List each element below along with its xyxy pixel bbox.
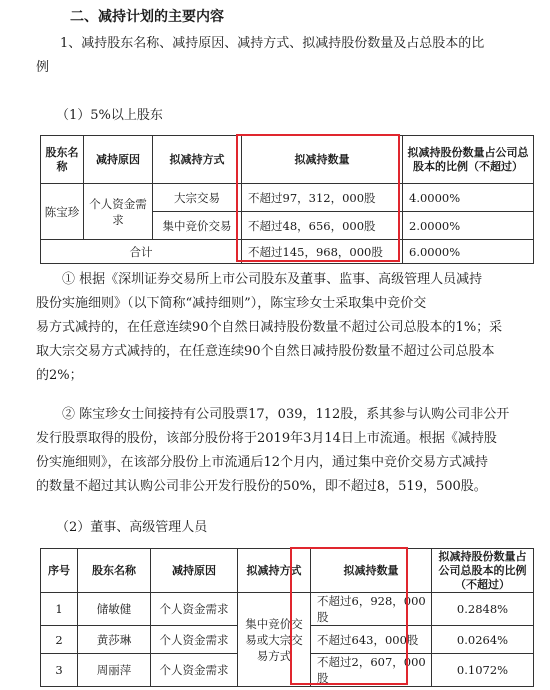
t1-header-quantity: 拟减持数量: [242, 136, 403, 184]
note2-line: 份实施细则》，在该部分股份上市流通后12个月内，通过集中竞价交易方式减持: [36, 455, 489, 470]
item1-line2: 例: [36, 60, 50, 75]
t1-total-label: 合计: [41, 240, 242, 264]
t2-ratio: 0.0264%: [432, 626, 534, 654]
t1-quantity: 不超过97，312，000股: [242, 184, 403, 212]
t2-reason: 个人资金需求: [151, 626, 238, 654]
table-directors: [40, 548, 534, 687]
t2-no: 2: [41, 626, 78, 654]
sub1-title: （1）5%以上股东: [56, 108, 163, 123]
t1-holder: 陈宝珍: [41, 184, 84, 240]
t1-header-method: 拟减持方式: [153, 136, 242, 184]
t1-method: 集中竞价交易: [153, 212, 242, 240]
t2-method: 集中竞价交易或大宗交易方式: [238, 593, 311, 687]
note1-line: 的2%；: [36, 368, 83, 383]
t1-total-quantity: 不超过145，968，000股: [242, 240, 403, 264]
sub2-title: （2）董事、高级管理人员: [56, 520, 208, 535]
note2-paragraph: [36, 403, 536, 499]
t2-reason: 个人资金需求: [151, 593, 238, 626]
t1-quantity: 不超过48，656，000股: [242, 212, 403, 240]
note1-line: 易方式减持的，在任意连续90个自然日减持股份数量不超过公司总股本的1%；采: [36, 320, 503, 335]
t2-header-method: 拟减持方式: [238, 549, 311, 593]
highlight-box-quantity: [236, 134, 400, 262]
t1-header-ratio: 拟减持股份数量占公司总股本的比例（不超过）: [403, 136, 534, 184]
t2-name: 黄莎琳: [78, 626, 151, 654]
note1-line: 股份实施细则》（以下简称“减持细则”），陈宝珍女士采取集中竞价交: [36, 296, 427, 311]
note1-paragraph: [36, 268, 536, 388]
t2-name: 储敏健: [78, 593, 151, 626]
t2-quantity: 不超过6，928，000股: [311, 593, 432, 626]
t2-ratio: 0.2848%: [432, 593, 534, 626]
section-title: 二、减持计划的主要内容: [70, 9, 224, 25]
t2-header-reason: 减持原因: [151, 549, 238, 593]
t2-header-quantity: 拟减持数量: [311, 549, 432, 593]
note2-line: 的数量不超过其认购公司非公开发行股份的50%，即不超过8，519，500股。: [36, 479, 487, 494]
t2-header-name: 股东名称: [78, 549, 151, 593]
t2-quantity: 不超过643，000股: [311, 626, 432, 654]
note2-line: 发行股票取得的股份，该部分股份将于2019年3月14日上市流通。根据《减持股: [36, 431, 497, 446]
note1-line: ① 根据《深圳证券交易所上市公司股东及董事、监事、高级管理人员减持: [62, 272, 483, 287]
highlight-box-quantity-2: [290, 547, 408, 685]
t1-ratio: 4.0000%: [403, 184, 534, 212]
t1-header-holder: 股东名称: [41, 136, 84, 184]
note2-line: ② 陈宝珍女士间接持有公司股票17，039，112股，系其参与认购公司非公开: [62, 407, 510, 422]
t2-header-no: 序号: [41, 549, 78, 593]
t2-header-ratio: 拟减持股份数量占公司总股本的比例（不超过）: [432, 549, 534, 593]
t1-reason: 个人资金需求: [84, 184, 153, 240]
t2-quantity: 不超过2，607，000股: [311, 654, 432, 687]
t1-header-reason: 减持原因: [84, 136, 153, 184]
note1-line: 取大宗交易方式减持的，在任意连续90个自然日减持股份数量不超过公司总股本: [36, 344, 495, 359]
t2-ratio: 0.1072%: [432, 654, 534, 687]
t2-reason: 个人资金需求: [151, 654, 238, 687]
t1-ratio: 2.0000%: [403, 212, 534, 240]
t1-total-ratio: 6.0000%: [403, 240, 534, 264]
table-row: [41, 593, 534, 626]
t2-no: 1: [41, 593, 78, 626]
t2-no: 3: [41, 654, 78, 687]
item1-paragraph: [36, 32, 540, 80]
t1-method: 大宗交易: [153, 184, 242, 212]
t2-name: 周丽萍: [78, 654, 151, 687]
item1-line1: 1、减持股东名称、减持原因、减持方式、拟减持股份数量及占总股本的比: [60, 36, 485, 51]
